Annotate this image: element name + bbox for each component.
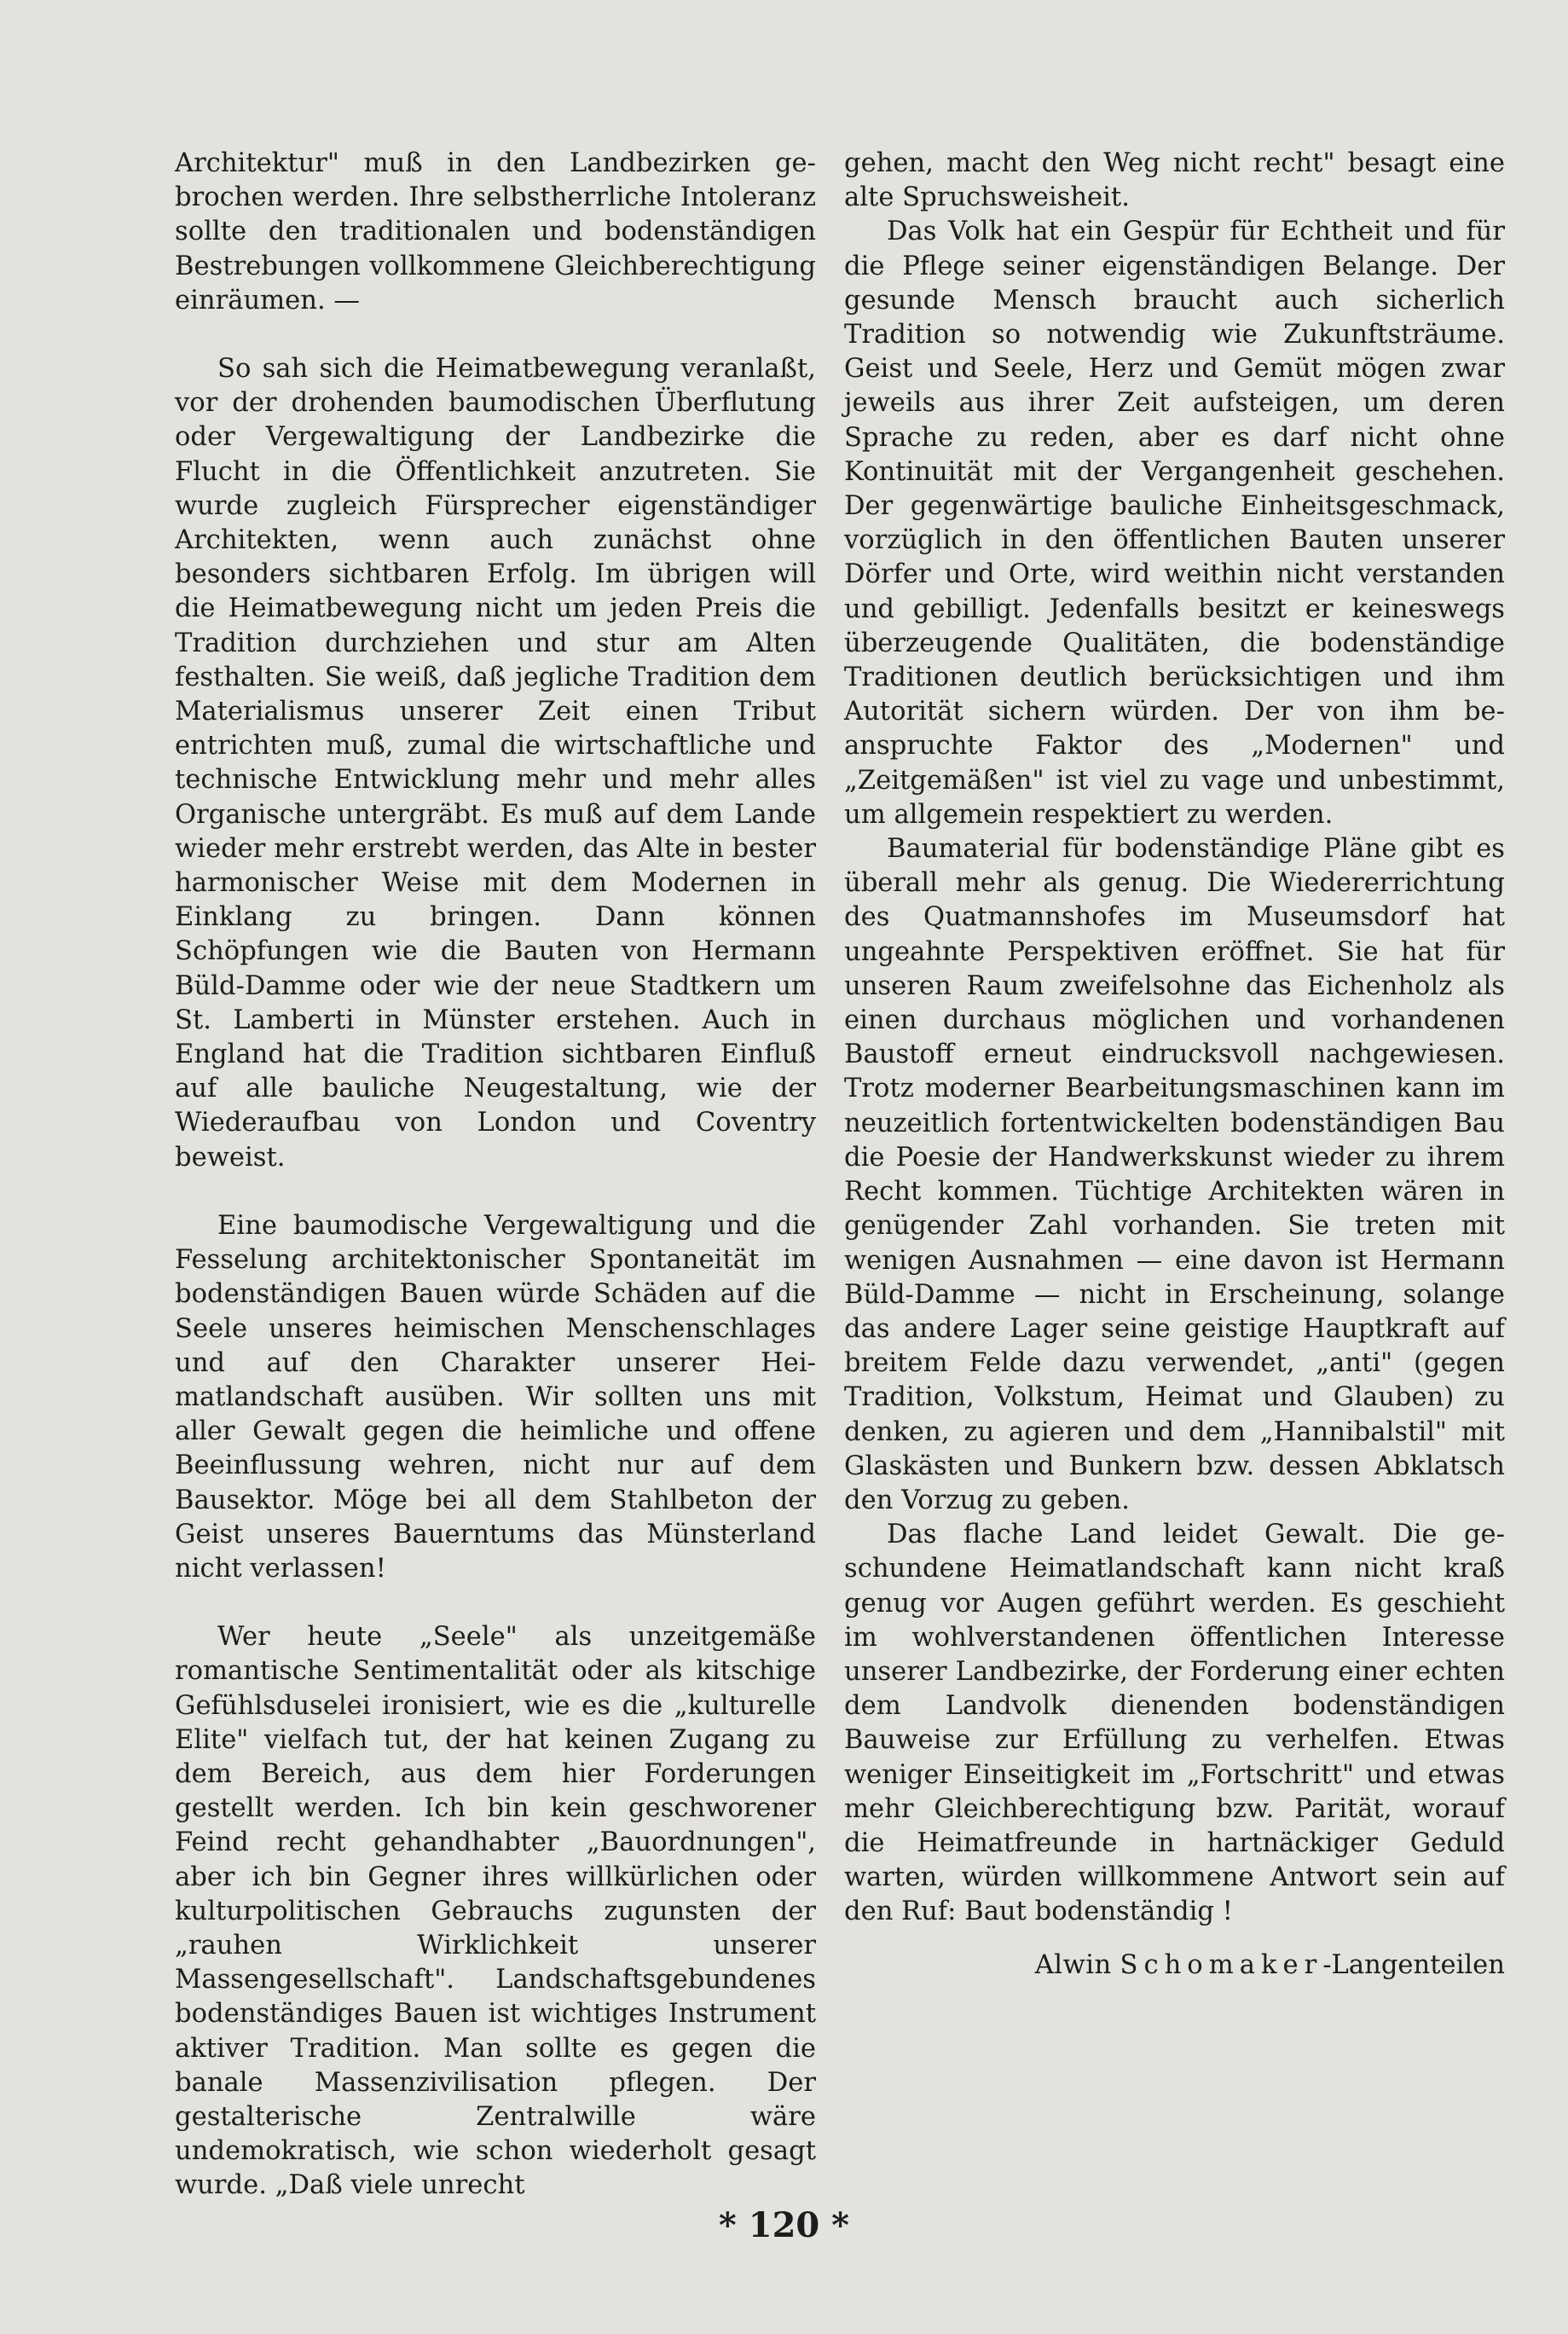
paragraph: So sah sich die Heimatbewegung veranlaßt, vor der drohenden baumodischen Überflutung oder Vergewaltigung der Landbezirke die Flucht in die Öffentlichkeit anzutreten. Sie wurde zugleich Fürsprecher eigenständiger Architekten, wenn auch zunächst ohne besonders sichtbaren Erfolg. Im übrigen will die Heimatbewegung nicht um jeden Preis die Tradition durchziehen und stur am Alten festhalten. Sie weiß, daß jegliche Tradition dem Materialismus unserer Zeit einen Tribut entrichten muß, zumal die wirtschaftliche und technische Entwicklung mehr und mehr alles Organische untergräbt. Es muß auf dem Lande wieder mehr erstrebt werden, das Alte in bester harmonischer Weise mit dem Modernen in Einklang zu bringen. Dann können Schöpfungen wie die Bauten von Hermann Büld-Damme oder wie der neue Stadtkern um St. Lamberti in Münster erstehen. Auch in England hat die Tradition sichtbaren Einfluß auf alle bauliche Neugestaltung, wie der Wiederaufbau von London und Coventry beweist.: [175, 354, 816, 1173]
left-column: [175, 147, 816, 2204]
author-surname: Schomaker: [1120, 1949, 1323, 1980]
author-first-name: Alwin: [1034, 1949, 1112, 1980]
paragraph: Baumaterial für bodenständige Pläne gibt es überall mehr als genug. Die Wiedererrichtung des Quatmannshofes im Museumsdorf hat ungeahnte Perspektiven eröffnet. Sie hat für unseren Raum zweifelsohne das Eichenholz als einen durchaus möglichen und vorhandenen Baustoff erneut eindrucksvoll nachgewiesen. Trotz moderner Bearbeitungsmaschinen kann im neuzeitlich fortentwickelten bodenständigen Bau die Poesie der Handwerkskunst wieder zu ihrem Recht kommen. Tüchtige Architekten wären in genügender Zahl vorhanden. Sie treten mit wenigen Ausnahmen — eine davon ist Hermann Büld-Damme — nicht in Erscheinung, solange das andere Lager seine geistige Hauptkraft auf breitem Felde dazu verwendet, „anti" (gegen Tradition, Volkstum, Heimat und Glauben) zu denken, zu agieren und dem „Hannibalstil" mit Glaskästen und Bunkern bzw. dessen Abklatsch den Vorzug zu geben.: [844, 834, 1505, 1515]
page-number: * 120 *: [718, 2205, 850, 2245]
right-column: [844, 147, 1505, 1983]
paragraph: Das Volk hat ein Gespür für Echtheit und für die Pflege seiner eigenständigen Belange. Der gesunde Mensch braucht auch sicherlich Tradition so notwendig wie Zukunftsträume. Geist und Seele, Herz und Gemüt mögen zwar jeweils aus ihrer Zeit aufsteigen, um deren Sprache zu reden, aber es darf nicht ohne Kontinuität mit der Vergangenheit geschehen. Der gegenwärtige bauliche Einheitsgeschmack, vorzüglich in den öffentlichen Bauten unserer Dörfer und Orte, wird weithin nicht verstanden und gebilligt. Jedenfalls besitzt er keineswegs überzeugende Qualitäten, die bodenständige Traditionen deutlich berücksichtigen und ihm Autorität sichern würden. Der von ihm beanspruchte Faktor des „Modernen" und „Zeitgemäßen" ist viel zu vage und unbestimmt, um allgemein respektiert zu werden.: [844, 217, 1505, 830]
paragraph: Wer heute „Seele" als unzeitgemäße romantische Sentimentalität oder als kitschige Gefühlsduselei ironisiert, wie es die „kulturelle Elite" vielfach tut, der hat keinen Zugang zu dem Bereich, aus dem hier Forderungen gestellt werden. Ich bin kein geschworener Feind recht gehandhabter „Bauordnungen", aber ich bin Gegner ihres willkürlichen oder kulturpolitischen Gebrauchs zugunsten der „rauhen Wirklichkeit unserer Massengesellschaft". Landschaftsgebundenes bodenständiges Bauen ist wichtiges Instrument aktiver Tradition. Man sollte es gegen die banale Massenzivilisation pflegen. Der gestalterische Zentralwille wäre undemokratisch, wie schon wiederholt gesagt wurde. „Daß viele unrecht: [175, 1622, 816, 2201]
paragraph: Eine baumodische Vergewaltigung und die Fesselung architektonischer Spontaneität im bodenständigen Bauen würde Schäden auf die Seele unseres heimischen Menschenschlages und auf den Charakter unserer Heimatlandschaft ausüben. Wir sollten uns mit aller Gewalt gegen die heimliche und offene Beeinflussung wehren, nicht nur auf dem Bausektor. Möge bei all dem Stahlbeton der Geist unseres Bauerntums das Münsterland nicht verlassen!: [175, 1210, 816, 1584]
paragraph: gehen, macht den Weg nicht recht" besagt eine alte Spruchsweisheit.: [844, 148, 1505, 213]
author-place: -Langenteilen: [1322, 1949, 1505, 1980]
paragraph: Das flache Land leidet Gewalt. Die geschundene Heimatlandschaft kann nicht kraß genug vor Augen geführt werden. Es geschieht im wohlverstandenen öffentlichen Interesse unserer Landbezirke, der Forderung einer echten dem Landvolk dienenden bodenständigen Bauweise zur Erfüllung zu verhelfen. Etwas weniger Einseitigkeit im „Fortschritt" und etwas mehr Gleichberechtigung bzw. Parität, worauf die Heimatfreunde in hartnäckiger Geduld warten, würden willkommene Antwort sein auf den Ruf: Baut bodenständig !: [844, 1520, 1505, 1927]
author-signature: [844, 1949, 1505, 1983]
paragraph: Architektur" muß in den Landbezirken gebrochen werden. Ihre selbstherrliche Intoleranz sollte den traditionalen und bodenständigen Bestrebungen vollkommene Gleichberechtigung einräumen. —: [175, 148, 816, 316]
